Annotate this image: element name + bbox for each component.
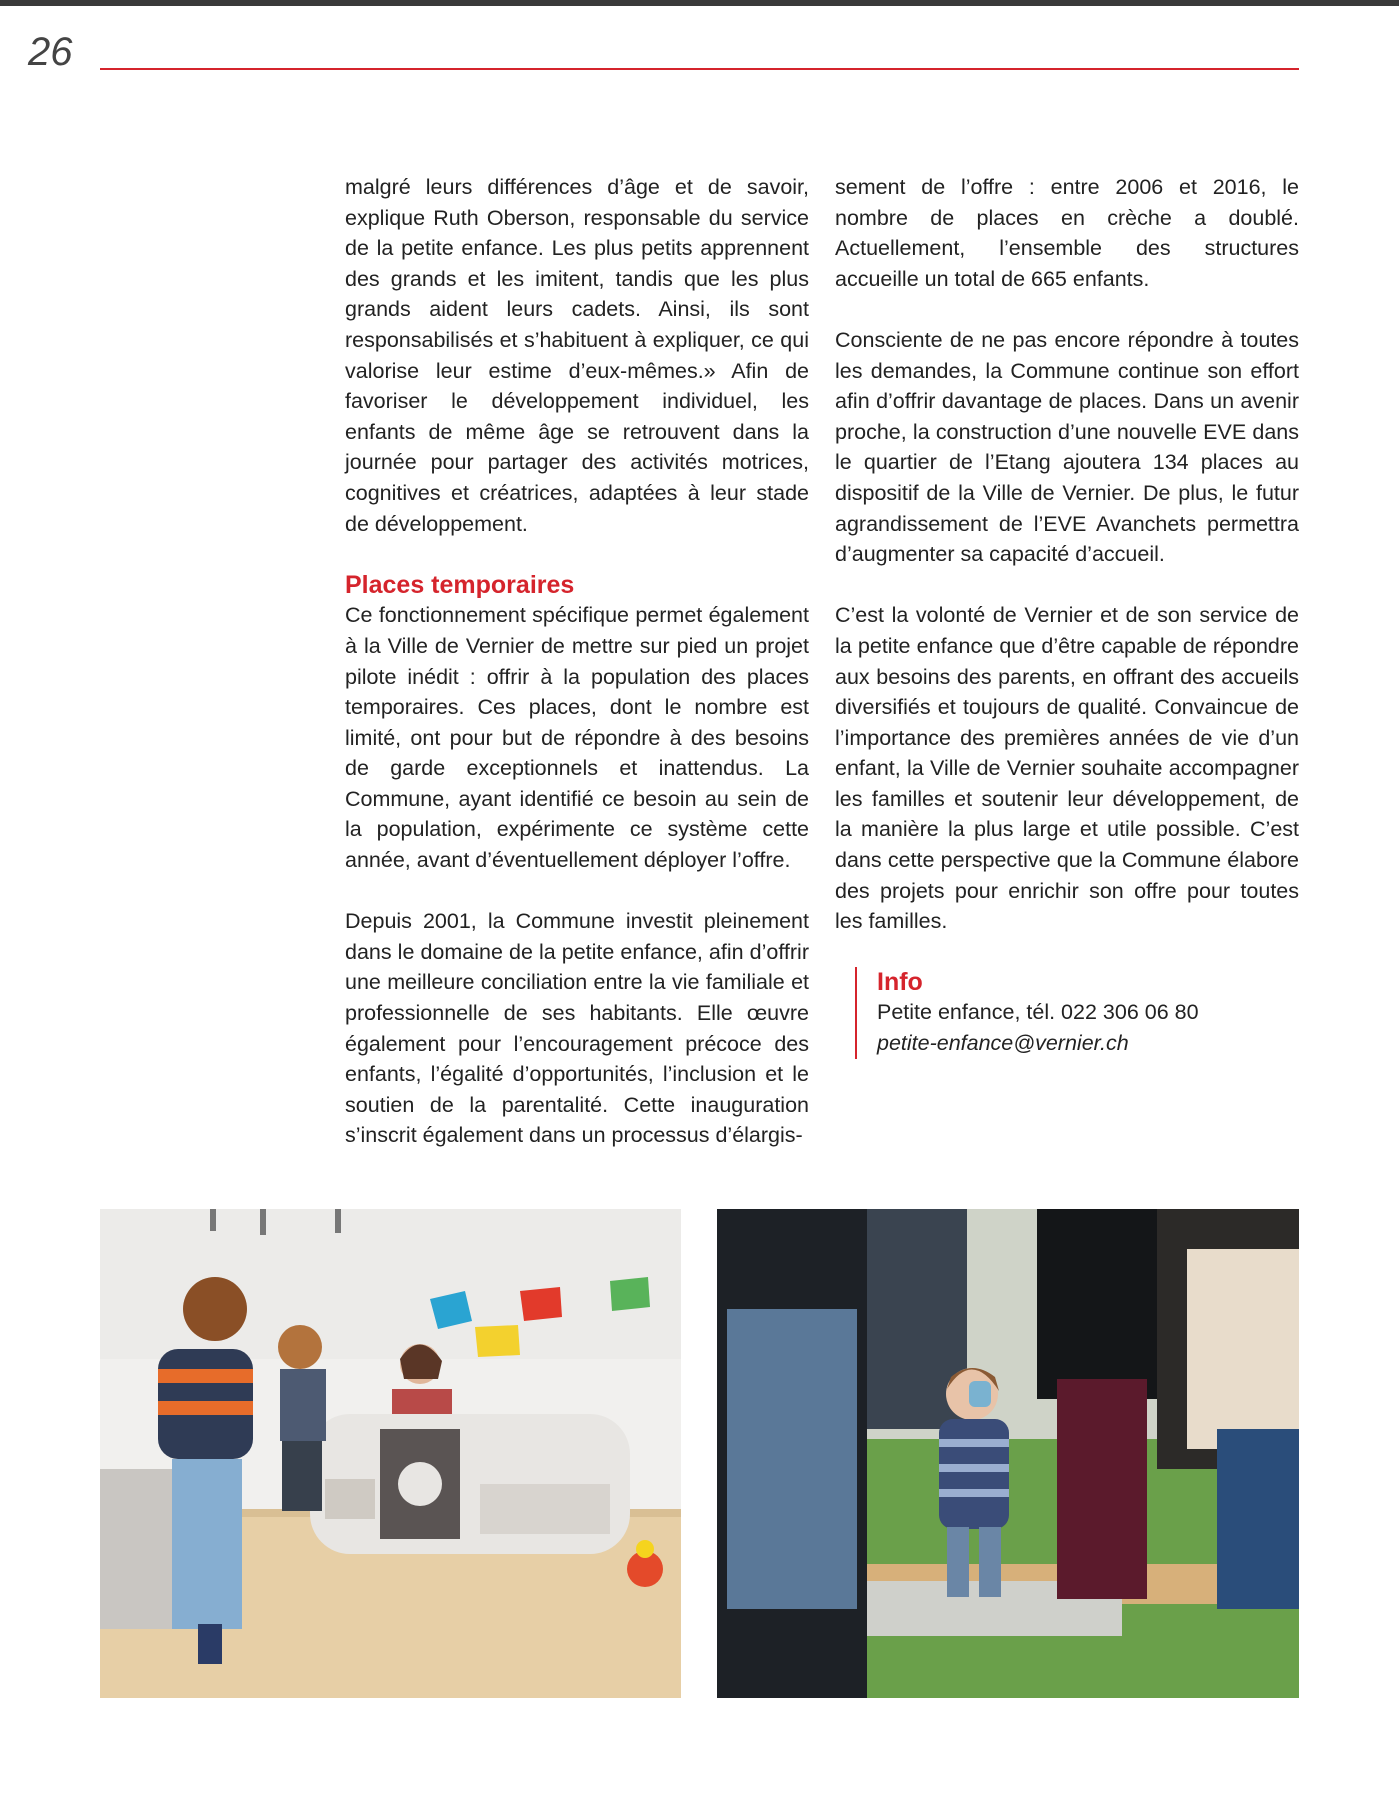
info-heading: Info (877, 967, 923, 996)
header-rule (100, 68, 1299, 70)
grass-photo (717, 1209, 1299, 1698)
info-box (855, 967, 1299, 1059)
section-heading: Places temporaires (345, 570, 575, 599)
daycare-photo (100, 1209, 681, 1698)
page-number: 26 (28, 30, 73, 74)
paragraph: Consciente de ne pas encore répondre à toutes les demandes, la Commune continue son effort afin d’offrir davantage de places. Dans un avenir proche, la construction d’une nouvelle EVE dans le quartier de l’Etang ajoutera 134 places au dispositif de la Ville de Vernier. De plus, le futur agrandissement de l’EVE Avanchets permettra d’augmenter sa capacité d’accueil. (835, 327, 1299, 567)
paragraph: sement de l’offre : entre 2006 et 2016, le nombre de places en crèche a doublé. Actuellement, l’ensemble des structures accueille un total de 665 enfants. (835, 175, 1299, 291)
info-email-link[interactable]: petite-enfance@vernier.ch (877, 1031, 1129, 1056)
right-column (835, 172, 1299, 1059)
left-column (345, 172, 809, 1151)
paragraph: Depuis 2001, la Commune investit pleinement dans le domaine de la petite enfance, afin d’offrir une meilleure conciliation entre la vie familiale et professionnelle de ses habitants. Elle œuvre également pour l’encouragement précoce des enfants, l’égalité d’opportunités, l’inclusion et le soutien de la parentalité. Cette inauguration s’inscrit également dans un processus d’élargis- (345, 909, 809, 1148)
paragraph: Ce fonctionnement spécifique permet également à la Ville de Vernier de mettre sur pied un projet pilote inédit : offrir à la population des places temporaires. Ces places, dont le nombre est limité, ont pour but de répondre à des besoins de garde exceptionnels et inattendus. La Commune, ayant identifié ce besoin au sein de la population, expérimente ce système cette année, avant d’éventuellement déployer l’offre. (345, 603, 809, 873)
paragraph: C’est la volonté de Vernier et de son service de la petite enfance que d’être capable de répondre aux besoins des parents, en offrant des accueils diversifiés et toujours de qualité. Convaincue de l’importance des premières années de vie d’un enfant, la Ville de Vernier souhaite accompagner les familles et soutenir leur développement, de la manière la plus large et utile possible. C’est dans cette perspective que la Commune élabore des projets pour enrichir son offre pour toutes les familles. (835, 603, 1299, 934)
paragraph: malgré leurs différences d’âge et de savoir, explique Ruth Oberson, responsable du service de la petite enfance. Les plus petits apprennent des grands et les imitent, tandis que les plus grands aident leurs cadets. Ainsi, ils sont responsabilisés et s’habituent à expliquer, ce qui valorise leur estime d’eux-mêmes.» Afin de favoriser le développement individuel, les enfants de même âge se retrouvent dans la journée pour partager des activités motrices, cognitives et créatrices, adaptées à leur stade de développement. (345, 175, 809, 536)
top-bar (0, 0, 1399, 6)
info-phone: Petite enfance, tél. 022 306 06 80 (877, 1000, 1199, 1025)
